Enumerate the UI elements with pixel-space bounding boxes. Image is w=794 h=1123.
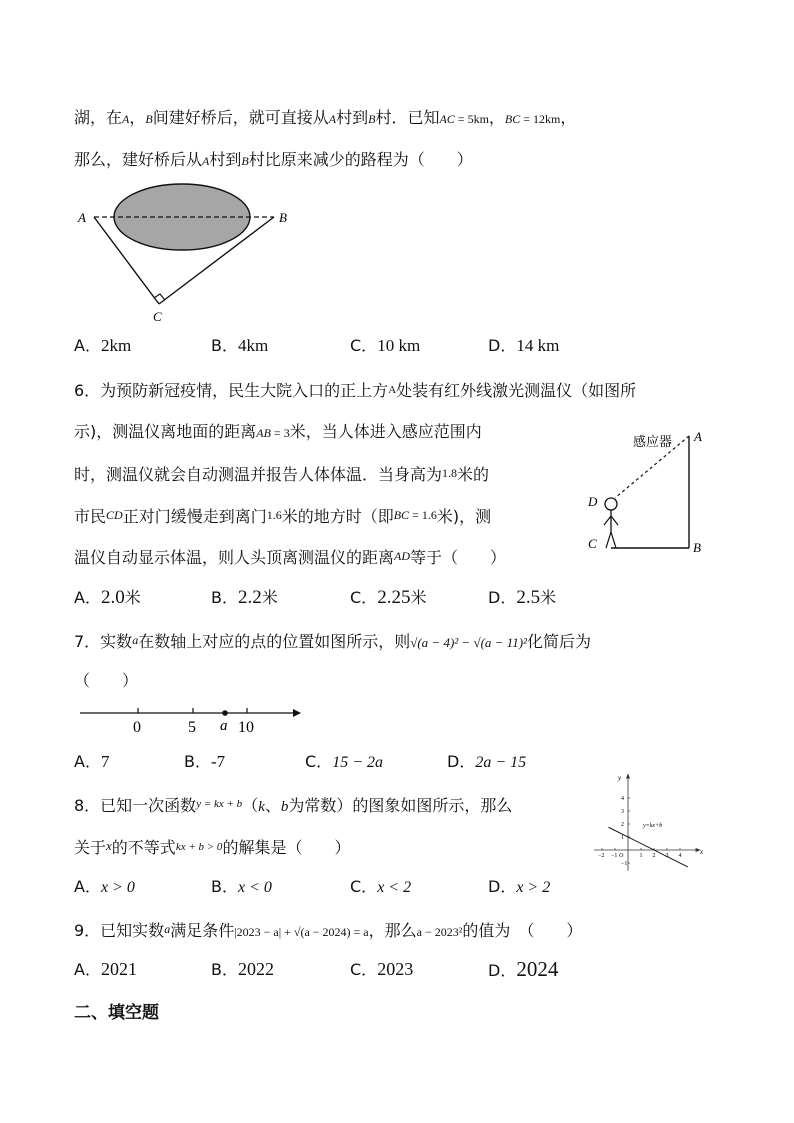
q5-option-b[interactable]: B．4km — [211, 336, 269, 355]
label-c: C — [588, 536, 597, 551]
person-head — [605, 498, 617, 510]
q6-option-a[interactable]: A．2.0米 — [74, 587, 141, 608]
graph-x-label: x — [700, 848, 704, 856]
tick-label-0: 0 — [133, 719, 141, 736]
label-d: D — [588, 494, 598, 509]
q5-option-c[interactable]: C．10 km — [350, 336, 421, 355]
q7-option-a[interactable]: A．7 — [74, 752, 110, 771]
q7-line-2: （ ） — [74, 671, 139, 690]
q6-option-c[interactable]: C．2.25米 — [350, 587, 427, 608]
q8-option-a[interactable]: A．x > 0 — [74, 877, 135, 896]
graph-x-tick-label: 2 — [652, 853, 656, 859]
person-leg-left — [606, 532, 611, 548]
q6-line-3: 时，测温仪就会自动测温并报告人体体温．当身高为1.8米的 — [74, 465, 490, 484]
graph-y-label: y — [618, 774, 622, 782]
q5-line-2: 那么，建好桥后从A村到B村比原来减少的路程为（ ） — [74, 150, 473, 169]
q6-option-d[interactable]: D．2.5米 — [488, 587, 557, 608]
q5-option-a[interactable]: A．2km — [74, 336, 132, 355]
q8-line-1: 8．已知一次函数$^{y = kx + b}$（k、b为常数）的图象如图所示，那么 — [74, 796, 513, 815]
q8-function-graph — [590, 772, 708, 890]
graph-x-tick-label: −2 — [598, 853, 605, 859]
axis-arrow-icon — [293, 709, 301, 717]
q9-condition-expression: |2023 − a| + √(a − 2024) = a — [234, 925, 369, 939]
q7-option-c[interactable]: C．15 − 2a — [305, 752, 383, 771]
q6-line-1: 6．为预防新冠疫情，民生大院入口的正上方A处装有红外线激光测温仪（如图所 — [74, 381, 637, 400]
q7-number-line — [80, 704, 310, 734]
q5-option-d[interactable]: D．14 km — [488, 336, 560, 355]
person-arm-left — [604, 516, 611, 525]
q6-line-2: 示)，测温仪离地面的距离AB = 3米，当人体进入感应范围内 — [74, 422, 482, 441]
tick-label-10: 10 — [238, 719, 254, 736]
label-a: A — [78, 210, 86, 225]
q5-lake-figure — [75, 198, 305, 324]
label-b: B — [693, 540, 701, 555]
graph-y-tick-label: −1 — [621, 861, 628, 867]
q7-line-1: 7．实数a在数轴上对应的点的位置如图所示，则√(a − 4)² − √(a − 11)²化简后为 — [74, 632, 591, 651]
label-b: B — [279, 210, 287, 225]
q7-option-b[interactable]: B．-7 — [184, 752, 226, 771]
graph-y-tick-label: 2 — [621, 822, 624, 828]
q8-line-2: 关于x的不等式kx + b > 0的解集是（ ） — [74, 838, 351, 857]
label-a: A — [694, 429, 702, 444]
q6-thermometer-figure — [585, 424, 715, 554]
q5-line-1: 湖，在A，B间建好桥后，就可直接从A村到B村．已知AC = 5km，BC = 12km， — [74, 108, 577, 127]
q6-option-b[interactable]: B．2.2米 — [211, 587, 278, 608]
q9-option-c[interactable]: C．2023 — [350, 959, 414, 979]
q8-option-d[interactable]: D．x > 2 — [488, 877, 551, 896]
q7-option-d[interactable]: D．2a − 15 — [447, 752, 527, 771]
graph-x-tick-label: −1 — [611, 853, 618, 859]
graph-y-tick-label: 1 — [621, 835, 624, 841]
q6-line-4: 市民CD正对门缓慢走到离门1.6米的地方时（即BC = 1.6米)，测 — [74, 507, 492, 526]
graph-y-tick-label: 4 — [621, 796, 624, 802]
q7-radical-expression: √(a − 4)² − √(a − 11)² — [410, 635, 527, 650]
sensor-label: 感应器 — [633, 435, 673, 450]
graph-y-tick-label: 3 — [621, 809, 624, 815]
person-leg-right — [611, 532, 616, 548]
q9-option-b[interactable]: B．2022 — [211, 959, 274, 979]
tick-label-a: a — [220, 718, 228, 734]
point-a — [222, 710, 228, 716]
graph-y-arrow-icon — [626, 773, 630, 778]
graph-x-tick-label: 3 — [665, 853, 669, 859]
label-c: C — [153, 309, 162, 324]
graph-origin-label: O — [619, 853, 624, 859]
q9-line-1: 9．已知实数a满足条件|2023 − a| + √(a − 2024) = a，那么a − 2023²的值为 （ ） — [74, 921, 583, 940]
graph-x-tick-label: 1 — [639, 853, 643, 859]
graph-x-tick-label: 4 — [678, 853, 682, 859]
q9-option-d[interactable]: D．2024 — [488, 957, 559, 981]
graph-function-label: y=kx+b — [643, 823, 663, 829]
q6-line-5: 温仪自动显示体温，则人头顶离测温仪的距离AD等于（ ） — [74, 548, 507, 567]
tick-label-5: 5 — [188, 719, 196, 736]
q8-option-c[interactable]: C．x < 2 — [350, 877, 412, 896]
q9-option-a[interactable]: A．2021 — [74, 959, 137, 979]
section-heading-fill-in: 二、填空题 — [74, 1003, 159, 1023]
person-arm-right — [611, 516, 618, 525]
q8-option-b[interactable]: B．x < 0 — [211, 877, 272, 896]
